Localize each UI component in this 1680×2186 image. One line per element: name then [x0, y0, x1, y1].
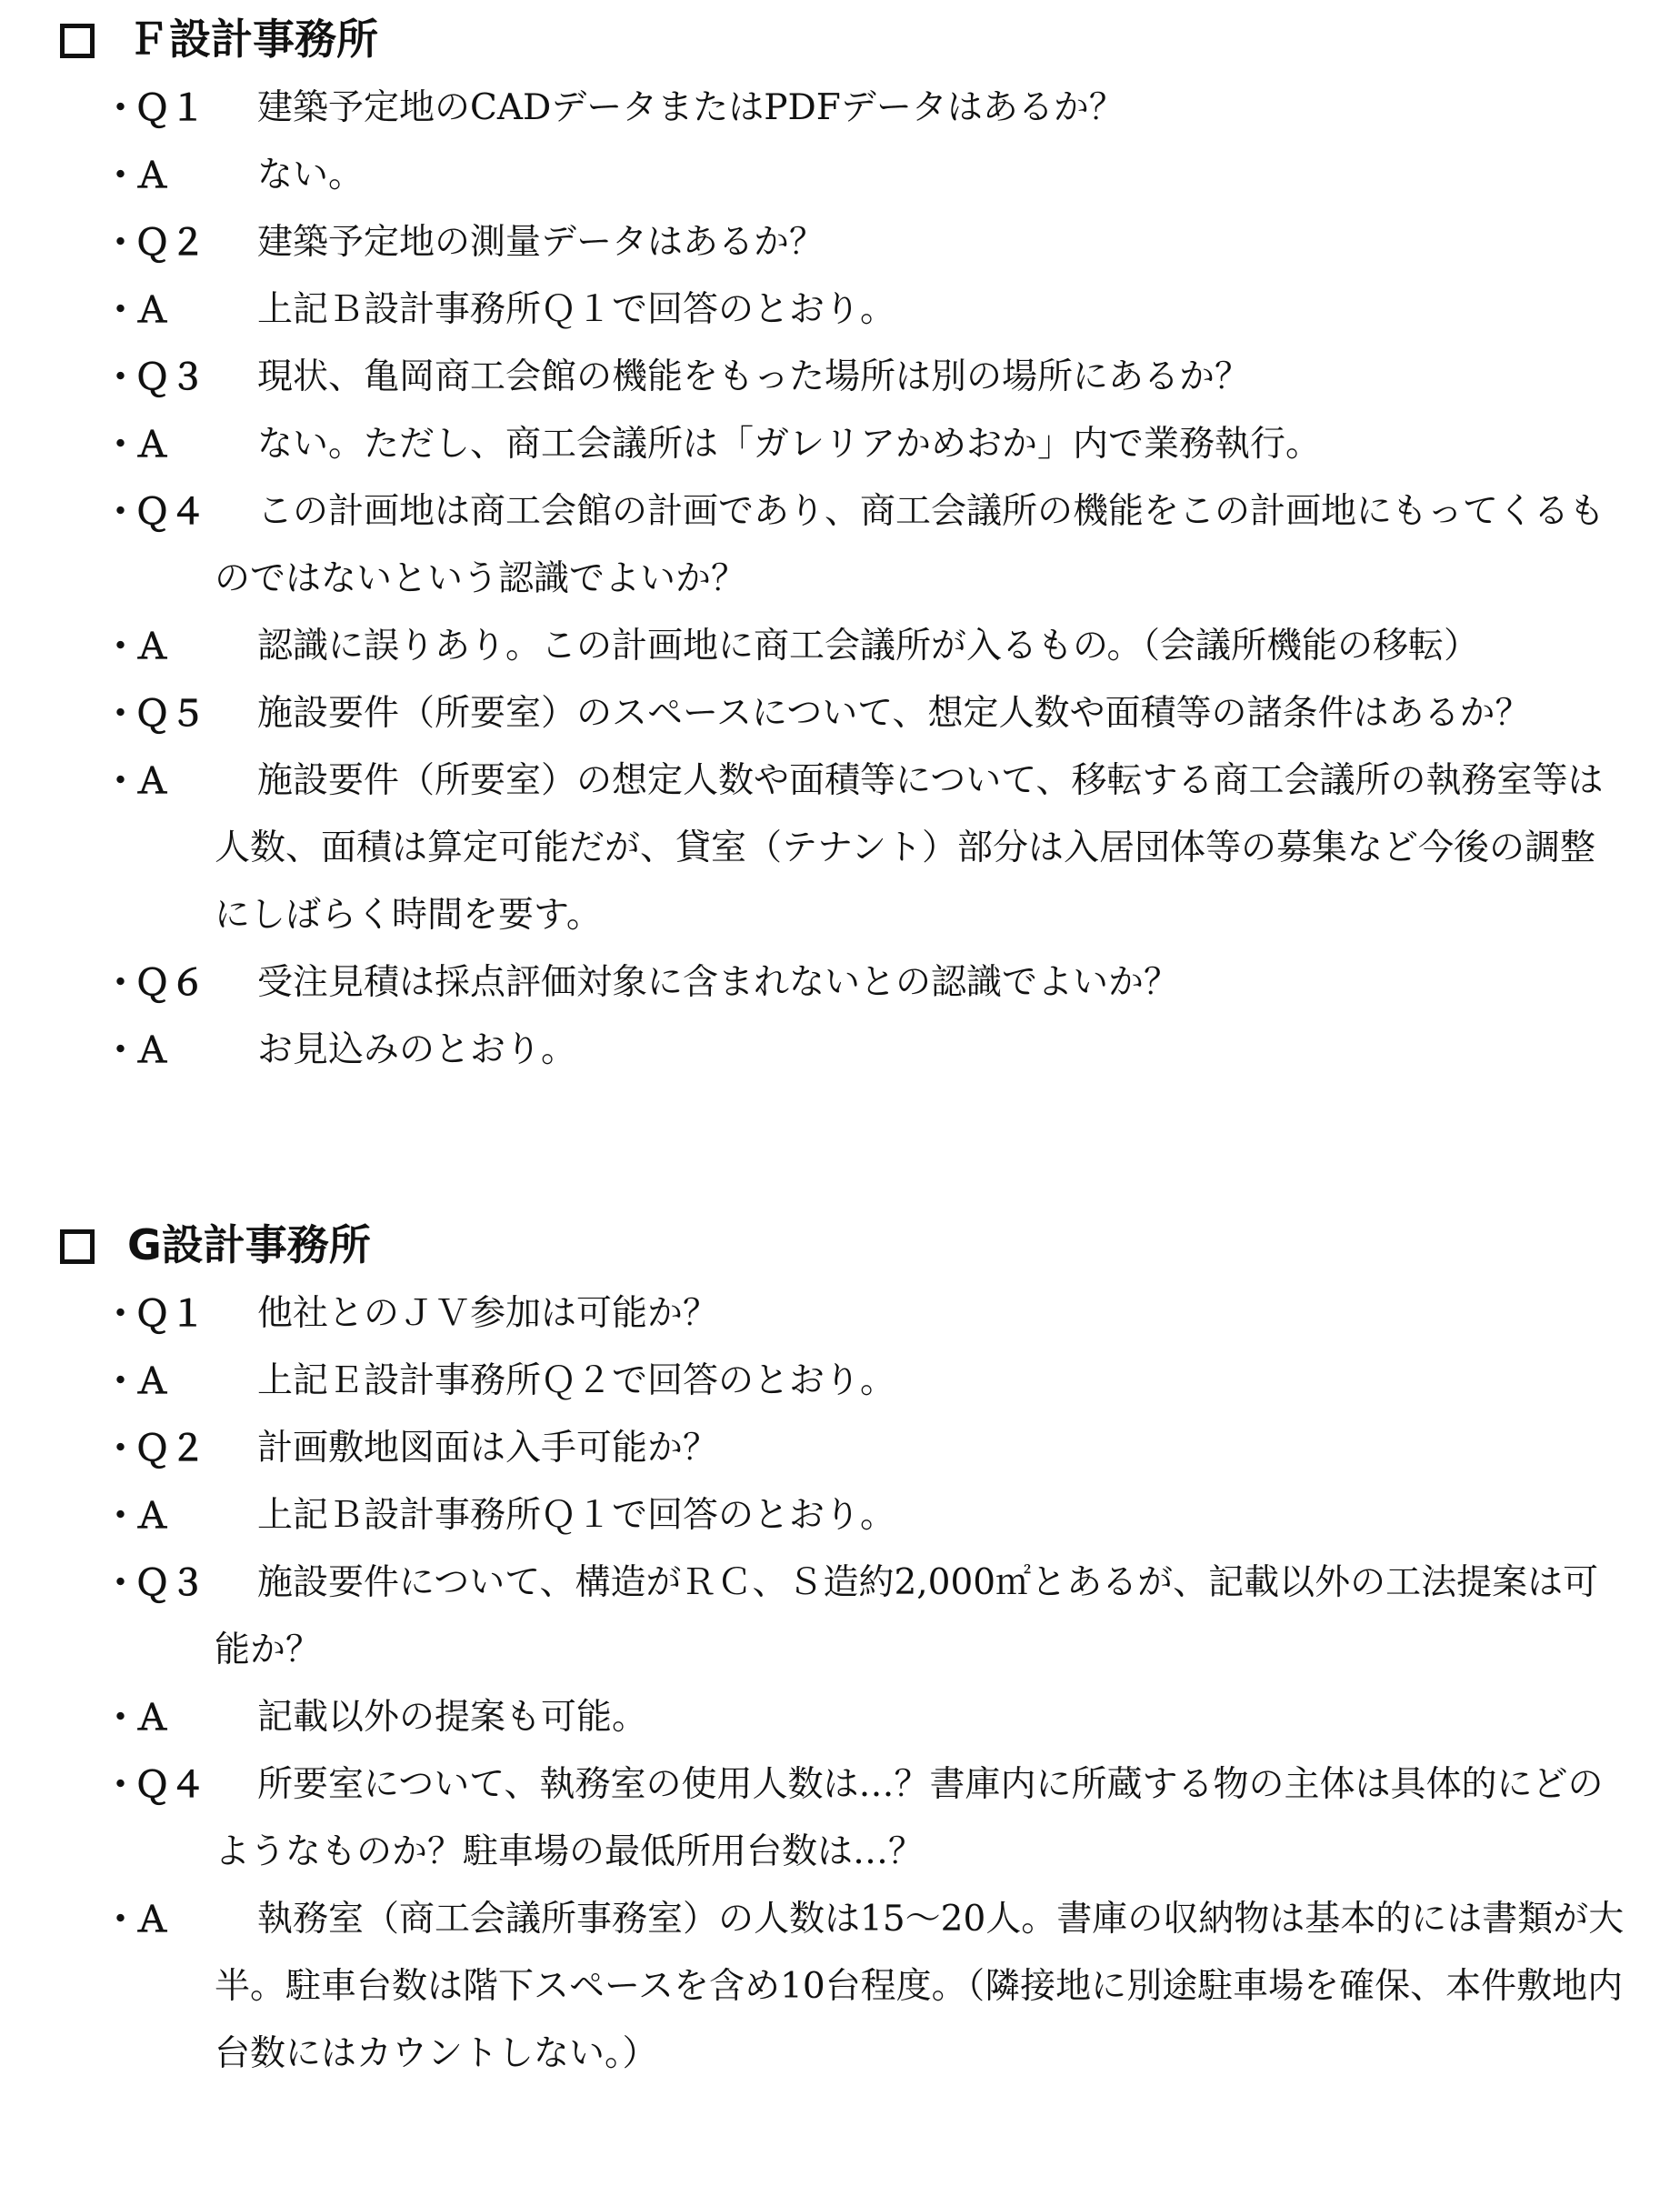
bullet-point: ・: [103, 424, 139, 466]
question-item: [0, 1415, 1680, 1482]
answer-item: [0, 1348, 1680, 1415]
answer-label: Ａ: [135, 1360, 171, 1402]
bullet-point: ・: [103, 693, 139, 735]
answer-text: 執務室（商工会議所事務室）の人数は15～20人。書庫の収納物は基本的には書類が大半。駐車台数は階下スペースを含め10台程度。（隣接地に別途駐車場を確保、本件敷地内台数にはカウントしない。）: [215, 1899, 1625, 2074]
answer-text: 認識に誤りあり。この計画地に商工会議所が入るもの。（会議所機能の移転）: [257, 626, 1479, 667]
answer-label: Ａ: [135, 1495, 171, 1537]
question-text: 施設要件（所要室）のスペースについて、想定人数や面積等の諸条件はあるか？: [257, 693, 1531, 734]
answer-label: Ａ: [135, 1029, 171, 1071]
question-label: Ｑ１: [135, 1293, 206, 1335]
bullet-point: ・: [103, 222, 139, 264]
question-label: Ｑ２: [135, 222, 206, 264]
question-text: 建築予定地の測量データはあるか？: [257, 222, 825, 263]
answer-item: [0, 411, 1680, 478]
answer-label: Ａ: [135, 424, 171, 466]
question-label: Ｑ３: [135, 356, 206, 398]
question-label: Ｑ１: [135, 87, 206, 129]
bullet-point: ・: [103, 1360, 139, 1402]
question-item: [0, 1280, 1680, 1348]
question-label: Ｑ５: [135, 693, 206, 735]
qa-list: [0, 75, 1680, 1084]
answer-label: Ａ: [135, 760, 171, 802]
checkbox-square-icon: [60, 1229, 95, 1264]
qa-list: [0, 1280, 1680, 2088]
answer-label: Ａ: [135, 155, 171, 196]
answer-item: [0, 613, 1680, 680]
bullet-point: ・: [103, 155, 139, 196]
answer-text: 記載以外の提案も可能。: [257, 1697, 648, 1738]
section-title: G設計事務所: [127, 1220, 371, 1269]
qa-section-2: [0, 1209, 1680, 2088]
bullet-point: ・: [103, 1428, 139, 1469]
question-text: 所要室について、執務室の使用人数は…？書庫内に所蔵する物の主体は具体的にどのようなものか？駐車場の最低所用台数は…？: [215, 1764, 1604, 1872]
answer-item: [0, 276, 1680, 344]
question-text: 受注見積は採点評価対象に含まれないとの認識でよいか？: [257, 962, 1180, 1003]
question-text: 計画敷地図面は入手可能か？: [257, 1428, 719, 1469]
question-item: [0, 1751, 1680, 1886]
question-text: 建築予定地のCADデータまたはPDFデータはあるか？: [257, 87, 1125, 128]
question-label: Ｑ２: [135, 1428, 206, 1469]
question-item: [0, 209, 1680, 276]
question-item: [0, 680, 1680, 747]
bullet-point: ・: [103, 1764, 139, 1806]
answer-label: Ａ: [135, 1899, 171, 1940]
question-text: 他社とのＪＶ参加は可能か？: [257, 1293, 719, 1334]
bullet-point: ・: [103, 626, 139, 667]
bullet-point: ・: [103, 1899, 139, 1940]
answer-label: Ａ: [135, 626, 171, 667]
answer-text: 施設要件（所要室）の想定人数や面積等について、移転する商工会議所の執務室等は人数、面積は算定可能だが、貸室（テナント）部分は入居団体等の募集など今後の調整にしばらく時間を要す。: [215, 760, 1604, 936]
answer-text: 上記Ｅ設計事務所Ｑ２で回答のとおり。: [257, 1360, 896, 1401]
question-item: [0, 75, 1680, 142]
bullet-point: ・: [103, 1562, 139, 1604]
question-item: [0, 949, 1680, 1017]
answer-item: [0, 1886, 1680, 2088]
answer-text: 上記Ｂ設計事務所Ｑ１で回答のとおり。: [257, 289, 896, 330]
section-heading: [0, 1209, 1680, 1280]
answer-item: [0, 747, 1680, 949]
question-text: この計画地は商工会館の計画であり、商工会議所の機能をこの計画地にもってくるものではないという認識でよいか？: [215, 491, 1605, 599]
bullet-point: ・: [103, 87, 139, 129]
answer-item: [0, 1017, 1680, 1084]
question-label: Ｑ３: [135, 1562, 206, 1604]
answer-text: 上記Ｂ設計事務所Ｑ１で回答のとおり。: [257, 1495, 896, 1536]
question-label: Ｑ４: [135, 491, 206, 533]
section-title: Ｆ設計事務所: [127, 15, 378, 64]
question-text: 現状、亀岡商工会館の機能をもった場所は別の場所にあるか？: [257, 356, 1251, 397]
bullet-point: ・: [103, 1029, 139, 1071]
answer-item: [0, 1482, 1680, 1549]
question-label: Ｑ４: [135, 1764, 206, 1806]
bullet-point: ・: [103, 1293, 139, 1335]
question-label: Ｑ６: [135, 962, 206, 1004]
bullet-point: ・: [103, 1697, 139, 1739]
qa-section-1: [0, 4, 1680, 1084]
answer-label: Ａ: [135, 289, 171, 331]
bullet-point: ・: [103, 760, 139, 802]
question-item: [0, 478, 1680, 613]
bullet-point: ・: [103, 289, 139, 331]
bullet-point: ・: [103, 1495, 139, 1537]
question-item: [0, 1549, 1680, 1684]
bullet-point: ・: [103, 962, 139, 1004]
answer-item: [0, 142, 1680, 209]
question-item: [0, 344, 1680, 411]
answer-label: Ａ: [135, 1697, 171, 1739]
bullet-point: ・: [103, 491, 139, 533]
question-text: 施設要件について、構造がＲＣ、Ｓ造約2,000㎡とあるが、記載以外の工法提案は可能か？: [215, 1562, 1599, 1670]
section-heading: [0, 4, 1680, 75]
answer-text: ない。ただし、商工会議所は「ガレリアかめおか」内で業務執行。: [257, 424, 1322, 465]
answer-text: お見込みのとおり。: [257, 1029, 577, 1070]
answer-text: ない。: [257, 155, 365, 196]
bullet-point: ・: [103, 356, 139, 398]
answer-item: [0, 1684, 1680, 1751]
checkbox-square-icon: [60, 24, 95, 58]
